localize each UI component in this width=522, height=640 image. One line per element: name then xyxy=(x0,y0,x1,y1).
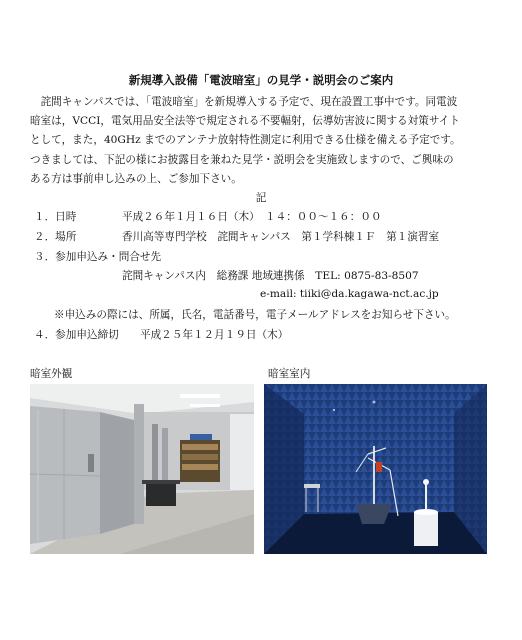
intro-line: ある方は事前申し込みの上、ご参加下さい。 xyxy=(30,172,242,185)
intro-paragraph xyxy=(30,93,496,189)
date-label: １．日時 xyxy=(34,211,77,223)
place-label: ２．場所 xyxy=(34,231,77,243)
place-value: 香川高等専門学校 詫間キャンパス 第１学科棟１Ｆ 第１演習室 xyxy=(122,231,440,243)
deadline-value: 平成２５年１２月１９日（木） xyxy=(140,329,289,341)
contact-email: e-mail: tiiki@da.kagawa-nct.ac.jp xyxy=(260,288,439,300)
deadline-label: ４．参加申込締切 xyxy=(34,329,119,341)
date-value: 平成２６年１月１６日（木） １４：００～１６：００ xyxy=(122,211,382,223)
contact-label: ３．参加申込み・問合せ先 xyxy=(34,251,162,263)
interior-photo-label: 暗室室内 xyxy=(268,368,311,380)
contact-phone: 詫間キャンパス内 総務課 地域連携係 TEL: 0875-83-8507 xyxy=(122,270,419,282)
application-note: ※申込みの際には、所属，氏名，電話番号，電子メールアドレスをお知らせ下さい。 xyxy=(54,309,456,321)
intro-line: つきましては、下記の様にお披露目を兼ねた見学・説明会を実施致しますので、ご興味の xyxy=(30,153,454,166)
ki-heading: 記 xyxy=(255,192,267,204)
intro-line: 詫間キャンパスでは、「電波暗室」を新規導入する予定で、現在設置工事中です。同電波 xyxy=(30,96,458,108)
intro-line: 暗室は，VCCI，電気用品安全法等で規定される不要輻射，伝導妨害波に関する対策サイト xyxy=(30,115,460,128)
exterior-photo xyxy=(30,384,254,554)
exterior-photo-label: 暗室外観 xyxy=(30,368,73,380)
intro-line: として，また，40GHz までのアンテナ放射特性測定に利用できる仕様を備える予定です。 xyxy=(30,134,461,147)
interior-photo xyxy=(264,384,487,554)
document-title: 新規導入設備「電波暗室」の見学・説明会のご案内 xyxy=(128,73,394,87)
